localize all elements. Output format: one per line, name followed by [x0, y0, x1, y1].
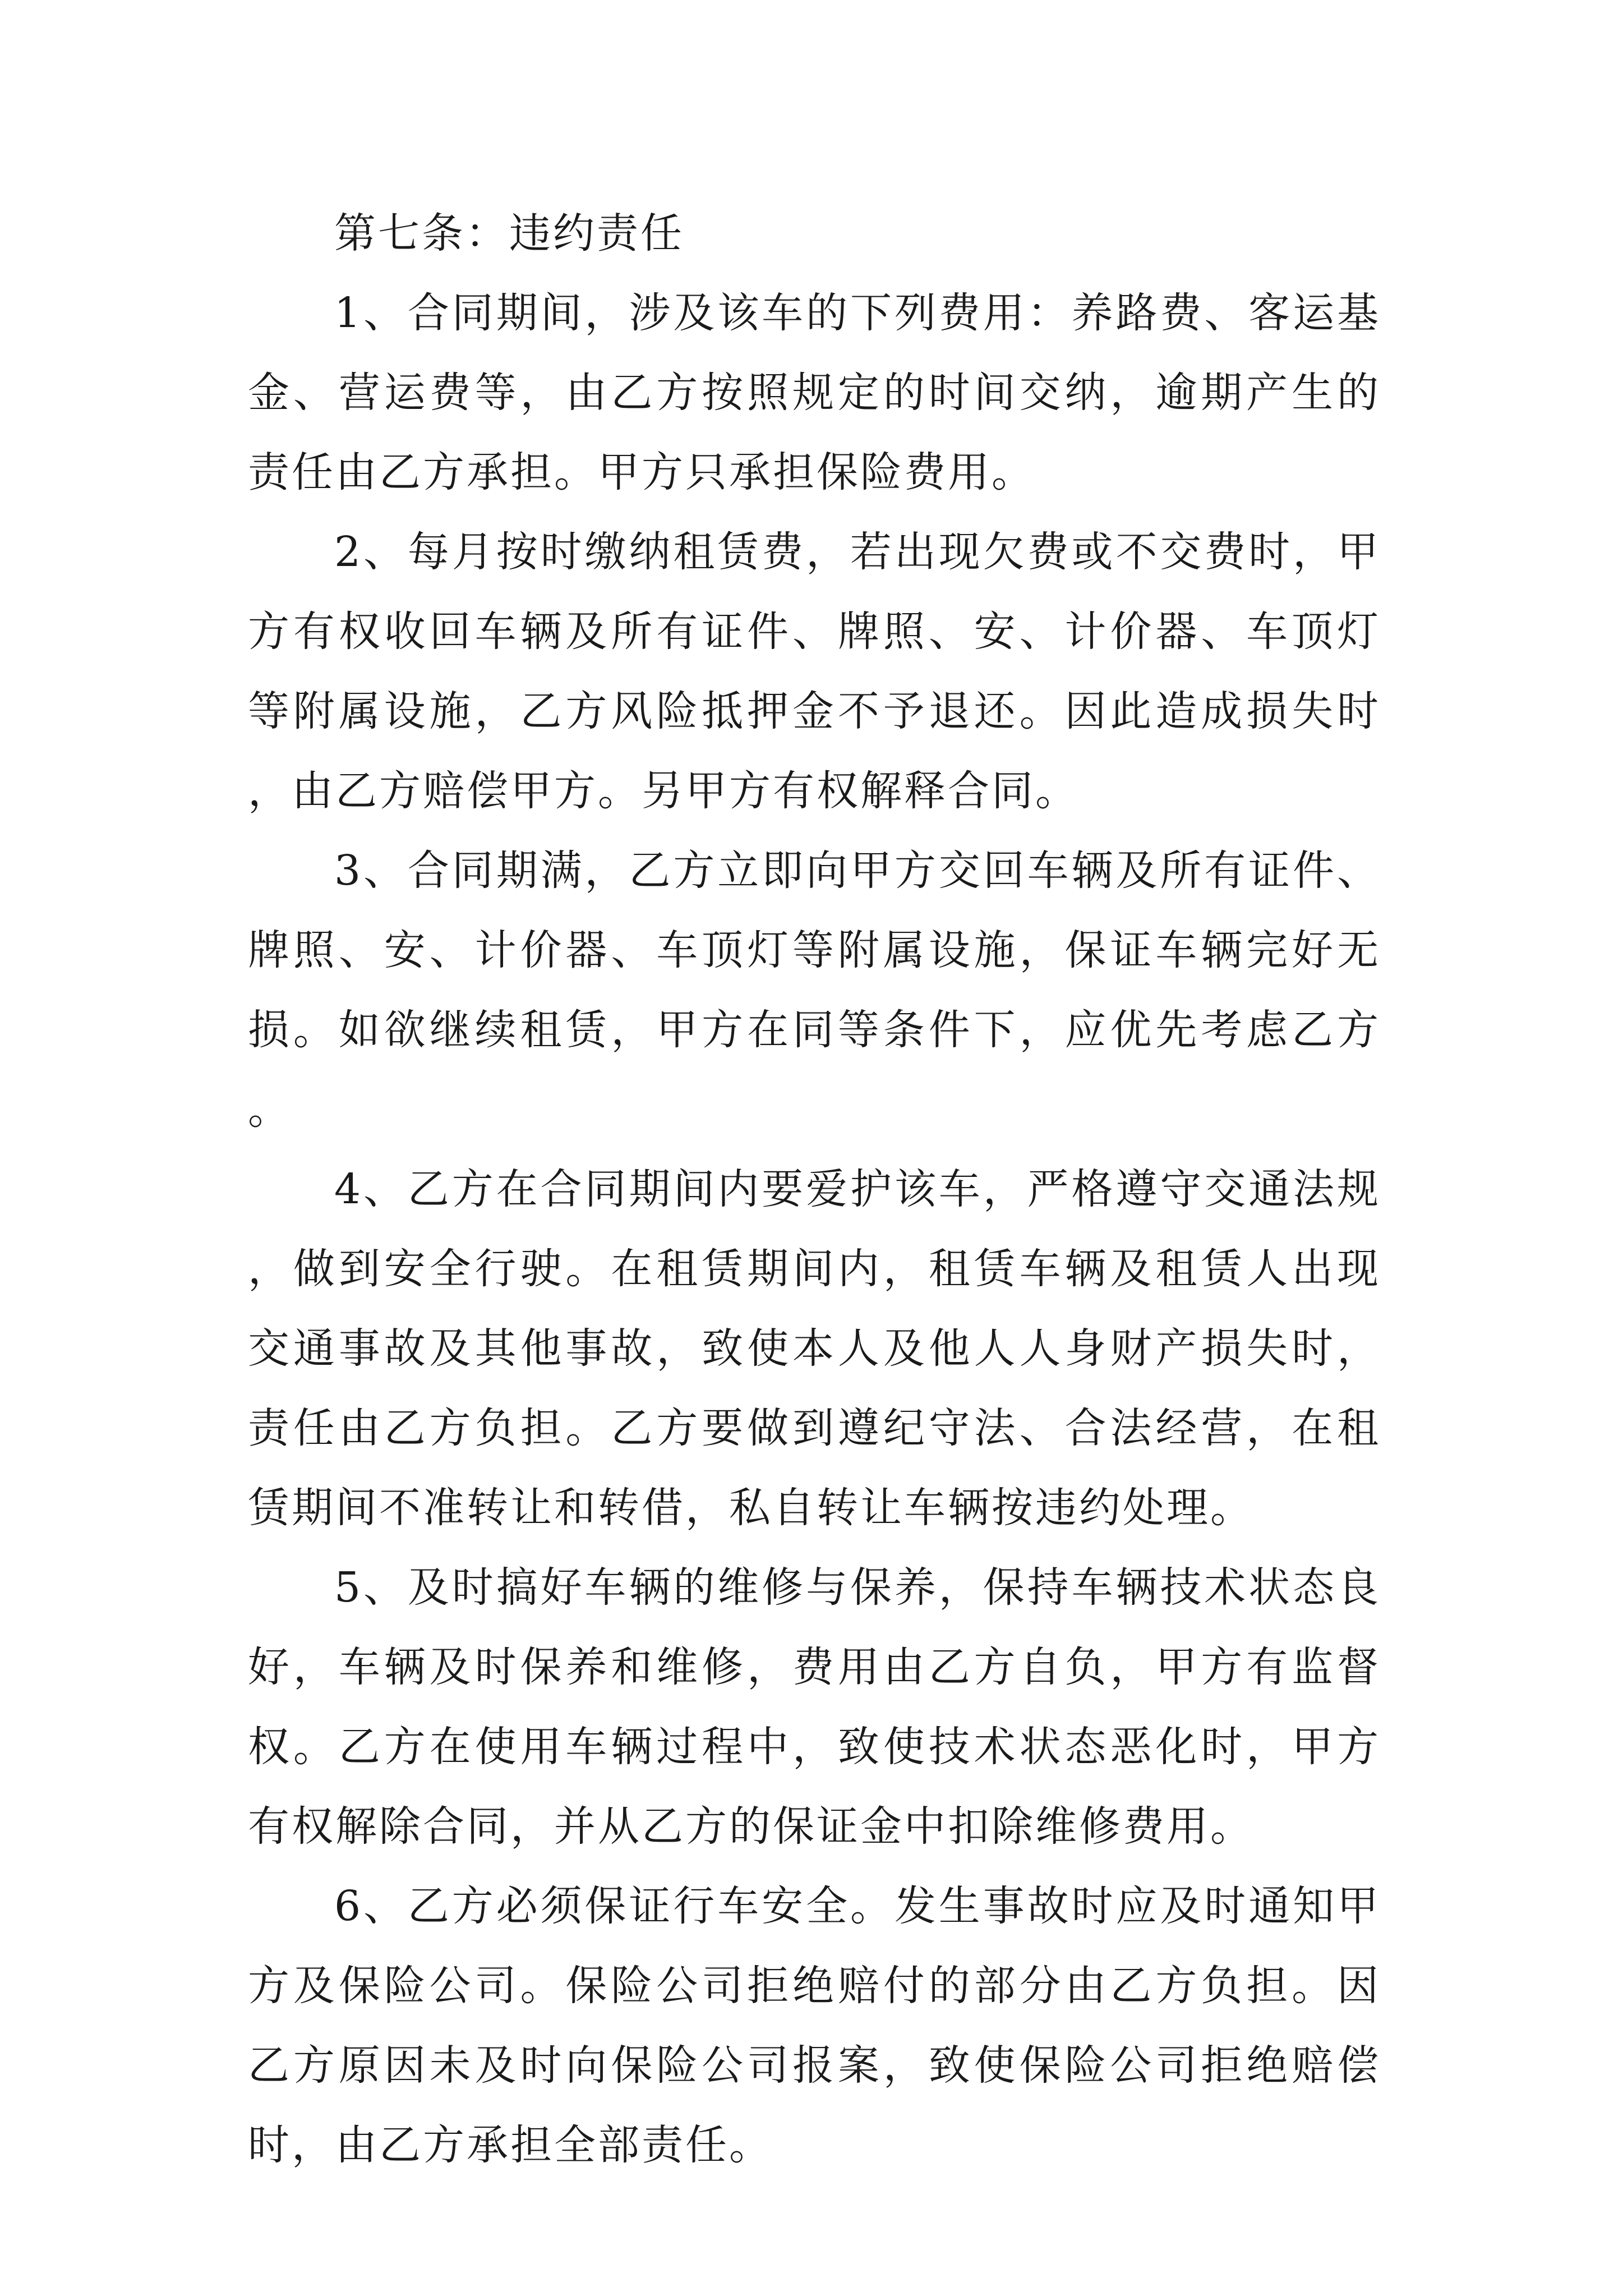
- clause-1: 1、合同期间，涉及该车的下列费用：养路费、客运基金、营运费等，由乙方按照规定的时间交纳，逾期产生的责任由乙方承担。甲方只承担保险费用。: [248, 289, 1381, 496]
- clause-3: 3、合同期满，乙方立即向甲方交回车辆及所有证件、牌照、安、计价器、车顶灯等附属设施，保证车辆完好无损。如欲继续租赁，甲方在同等条件下，应优先考虑乙方。: [248, 846, 1381, 1134]
- clause-2: 2、每月按时缴纳租赁费，若出现欠费或不交费时，甲方有权收回车辆及所有证件、牌照、安、计价器、车顶灯等附属设施，乙方风险抵押金不予退还。因此造成损失时，由乙方赔偿甲方。另甲方有权解释合同。: [248, 528, 1381, 815]
- clause-6: 6、乙方必须保证行车安全。发生事故时应及时通知甲方及保险公司。保险公司拒绝赔付的部分由乙方负担。因乙方原因未及时向保险公司报案，致使保险公司拒绝赔偿时，由乙方承担全部责任。: [248, 1882, 1381, 2169]
- clause-4: 4、乙方在合同期间内要爱护该车，严格遵守交通法规，做到安全行驶。在租赁期间内，租赁车辆及租赁人出现交通事故及其他事故，致使本人及他人人身财产损失时，责任由乙方负担。乙方要做到遵纪守法、合法经营，在租赁期间不准转让和转借，私自转让车辆按违约处理。: [248, 1165, 1381, 1532]
- document-body: [248, 194, 1381, 2185]
- clause-5: 5、及时搞好车辆的维修与保养，保持车辆技术状态良好，车辆及时保养和维修，费用由乙方自负，甲方有监督权。乙方在使用车辆过程中，致使技术状态恶化时，甲方有权解除合同，并从乙方的保证金中扣除维修费用。: [248, 1563, 1381, 1851]
- section-heading: 第七条：违约责任: [334, 209, 684, 257]
